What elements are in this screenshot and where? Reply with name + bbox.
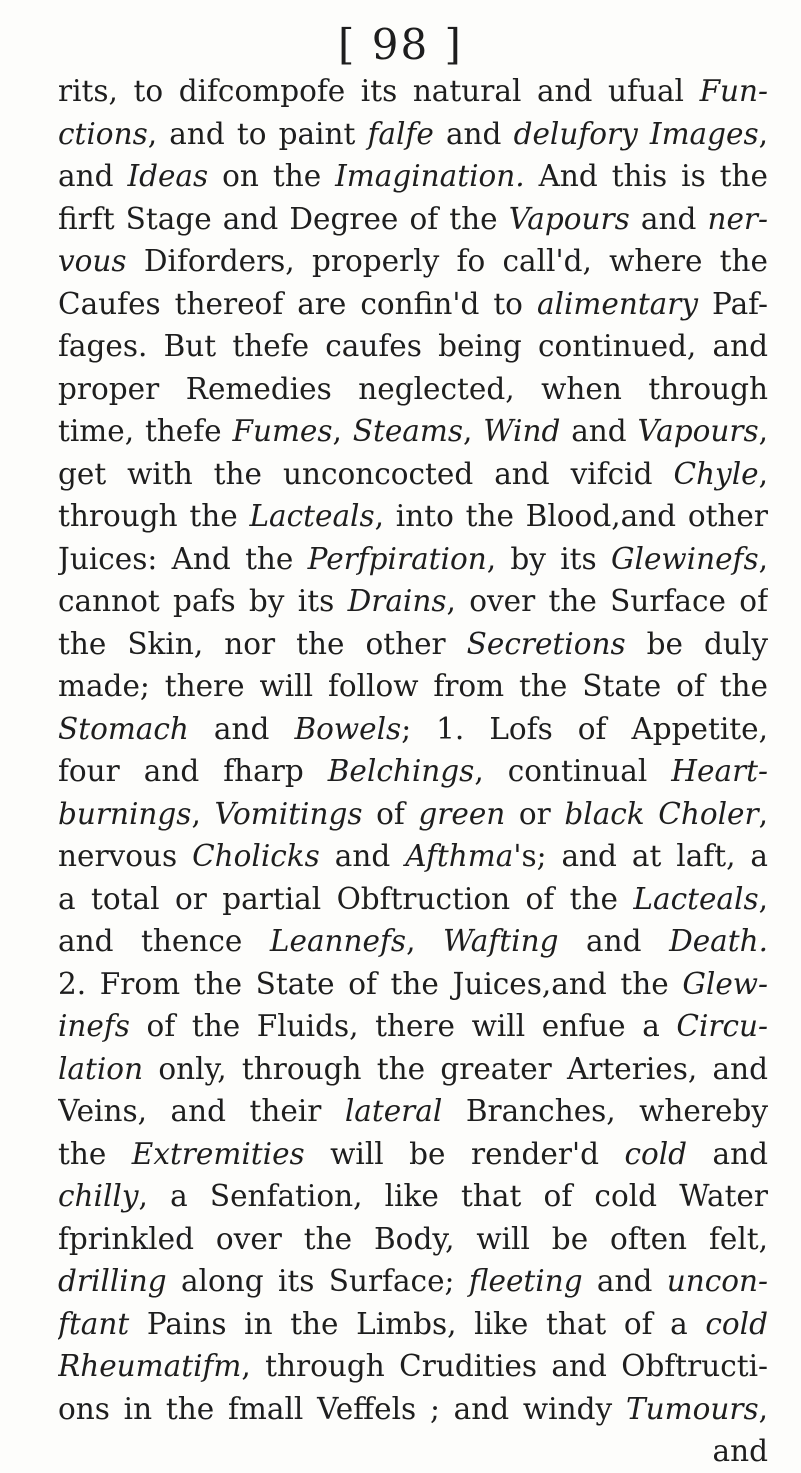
text-run: and — [687, 1136, 768, 1171]
text-run: four and fharp — [58, 754, 328, 788]
text-run: , a Senfation, like that of cold Water — [138, 1179, 768, 1213]
italic-run: uncon- — [666, 1264, 768, 1298]
text-run: and — [712, 1434, 768, 1468]
text-run: of the Fluids, there will enfue a — [129, 1009, 677, 1043]
text-run: a total or partial Obftruction of the — [58, 881, 634, 916]
italic-run: ner- — [707, 201, 768, 236]
text-run: get with the unconcocted and vifcid — [58, 456, 674, 491]
text-run: fprinkled over the Body, will be often felt, — [58, 1221, 768, 1256]
italic-run: Death. — [669, 924, 768, 958]
body-text — [58, 70, 768, 1473]
text-run: , into the Blood,and other — [374, 499, 768, 533]
text-run: 's; and at laft, a — [513, 839, 768, 873]
italic-run: Cholicks — [192, 839, 320, 873]
text-line — [58, 920, 768, 963]
italic-run: Vapours — [637, 414, 759, 448]
text-line — [58, 1345, 768, 1388]
text-run: only, through the greater Arteries, and — [143, 1051, 768, 1086]
text-run: , — [758, 1391, 768, 1426]
text-run: and — [433, 116, 514, 151]
text-run: and — [558, 924, 670, 958]
italic-run: cold — [624, 1136, 688, 1171]
italic-run: chilly — [58, 1179, 139, 1213]
text-line — [58, 325, 768, 368]
text-run: and — [58, 159, 128, 193]
text-run: , — [758, 116, 768, 151]
text-run: and — [319, 839, 406, 873]
text-run: of — [362, 796, 419, 831]
text-run: Branches, whereby — [442, 1094, 768, 1128]
text-run: ; 1. Lofs of Appetite, — [401, 711, 768, 746]
italic-run: Steams — [352, 414, 463, 448]
italic-run: Perfpiration — [307, 541, 487, 576]
text-line — [58, 1430, 768, 1473]
text-run: Veins, and their — [58, 1094, 345, 1128]
text-run: Diforders, properly fo call'd, where the — [126, 244, 768, 278]
text-run: 2. From the State of the Juices,and the — [58, 966, 683, 1001]
text-run: , — [191, 796, 215, 831]
text-run: , — [406, 924, 444, 958]
italic-run: Imagination. — [335, 159, 525, 193]
text-line — [58, 793, 768, 836]
italic-run: Chyle — [673, 456, 759, 491]
text-line — [58, 155, 768, 198]
text-line — [58, 623, 768, 666]
text-run: , through Crudities and Obftructi- — [241, 1349, 768, 1383]
italic-run: Extremities — [131, 1136, 305, 1171]
text-line — [58, 878, 768, 921]
text-line — [58, 410, 768, 453]
italic-run: alimentary — [536, 286, 699, 321]
text-line — [58, 1175, 768, 1218]
text-run: on the — [208, 159, 336, 193]
text-line — [58, 1303, 768, 1346]
text-line — [58, 665, 768, 708]
text-run: , and to paint — [147, 116, 368, 151]
page-number: [ 98 ] — [338, 20, 463, 69]
text-run: fages. But thefe caufes being continued, and — [58, 329, 768, 363]
text-line — [58, 70, 768, 113]
italic-run: Belchings — [327, 754, 475, 788]
italic-run: Rheumatifm — [58, 1349, 242, 1383]
italic-run: green — [418, 796, 506, 831]
italic-run: Tumours — [625, 1391, 759, 1426]
text-line — [58, 963, 768, 1006]
italic-run: Leannefs — [269, 924, 407, 958]
italic-run: Secretions — [466, 626, 626, 661]
text-run: and — [582, 1264, 667, 1298]
text-run: firft Stage and Degree of the — [58, 201, 509, 236]
italic-run: fleeting — [468, 1264, 583, 1298]
italic-run: vous — [58, 244, 127, 278]
italic-run: lation — [58, 1051, 144, 1086]
text-line — [58, 1260, 768, 1303]
text-run: and thence — [58, 924, 270, 958]
text-run: , — [758, 541, 768, 576]
italic-run: Stomach — [58, 711, 189, 746]
text-run: and — [560, 414, 638, 448]
italic-run: Wind — [483, 414, 561, 448]
italic-run: Circu- — [676, 1009, 768, 1043]
italic-run: drilling — [58, 1264, 167, 1298]
text-run: or — [505, 796, 565, 831]
text-run: , — [758, 881, 768, 916]
text-run: be duly — [625, 626, 768, 661]
text-run: Pains in the Limbs, like that of a — [129, 1306, 706, 1341]
text-run: and — [629, 201, 708, 236]
text-line — [58, 1388, 768, 1431]
italic-run: Fun- — [699, 74, 768, 108]
italic-run: ctions — [58, 116, 148, 151]
text-run: , by its — [486, 541, 611, 576]
italic-run: black Choler — [564, 796, 759, 831]
text-run: rits, to difcompofe its natural and ufual — [58, 74, 700, 108]
italic-run: falfe — [367, 116, 434, 151]
text-run: proper Remedies neglected, when through — [58, 371, 768, 406]
text-run: ons in the fmall Veffels ; and windy — [58, 1391, 626, 1426]
italic-run: Afthma — [405, 839, 514, 873]
text-run: along its Surface; — [166, 1264, 469, 1298]
italic-run: Lacteals — [249, 499, 375, 533]
text-line — [58, 538, 768, 581]
italic-run: Fumes — [232, 414, 333, 448]
text-run: , over the Surface of — [446, 584, 768, 618]
text-run: the — [58, 1136, 132, 1171]
text-run: And this is the — [524, 159, 768, 193]
text-line — [58, 750, 768, 793]
text-line — [58, 708, 768, 751]
italic-run: Glewinefs — [610, 541, 759, 576]
text-line — [58, 580, 768, 623]
text-line — [58, 495, 768, 538]
italic-run: delufory Images — [513, 116, 759, 151]
text-line — [58, 1048, 768, 1091]
text-run: , — [463, 414, 484, 448]
text-line — [58, 198, 768, 241]
text-run: , — [758, 414, 768, 448]
text-run: , — [758, 456, 768, 491]
text-run: Paf- — [698, 286, 768, 321]
text-run: through the — [58, 499, 250, 533]
text-line — [58, 1090, 768, 1133]
text-line — [58, 1218, 768, 1261]
text-run: nervous — [58, 839, 193, 873]
text-run: cannot pafs by its — [58, 584, 348, 618]
italic-run: Drains — [347, 584, 447, 618]
text-line — [58, 240, 768, 283]
text-line — [58, 283, 768, 326]
text-line — [58, 113, 768, 156]
text-run: and — [188, 711, 295, 746]
text-line — [58, 1133, 768, 1176]
italic-run: Ideas — [127, 159, 209, 193]
text-run: , — [332, 414, 353, 448]
italic-run: ftant — [58, 1306, 130, 1341]
italic-run: cold — [705, 1306, 768, 1341]
italic-run: Vapours — [508, 201, 630, 236]
text-line — [58, 835, 768, 878]
text-run: , continual — [474, 754, 672, 788]
italic-run: Vomitings — [214, 796, 363, 831]
italic-run: burnings — [58, 796, 192, 831]
italic-run: inefs — [58, 1009, 130, 1043]
text-run: time, thefe — [58, 414, 233, 448]
italic-run: Heart- — [671, 754, 768, 788]
text-run: Juices: And the — [58, 541, 308, 576]
text-line — [58, 453, 768, 496]
italic-run: Bowels — [294, 711, 402, 746]
text-run: will be render'd — [304, 1136, 625, 1171]
text-run: the Skin, nor the other — [58, 626, 467, 661]
text-run: made; there will follow from the State of the — [58, 669, 768, 703]
text-line — [58, 368, 768, 411]
text-run: Caufes thereof are confin'd to — [58, 286, 537, 321]
italic-run: lateral — [344, 1094, 443, 1128]
italic-run: Glew- — [682, 966, 768, 1001]
text-run: , — [758, 796, 768, 831]
italic-run: Wafting — [443, 924, 559, 958]
text-line — [58, 1005, 768, 1048]
italic-run: Lacteals — [633, 881, 759, 916]
